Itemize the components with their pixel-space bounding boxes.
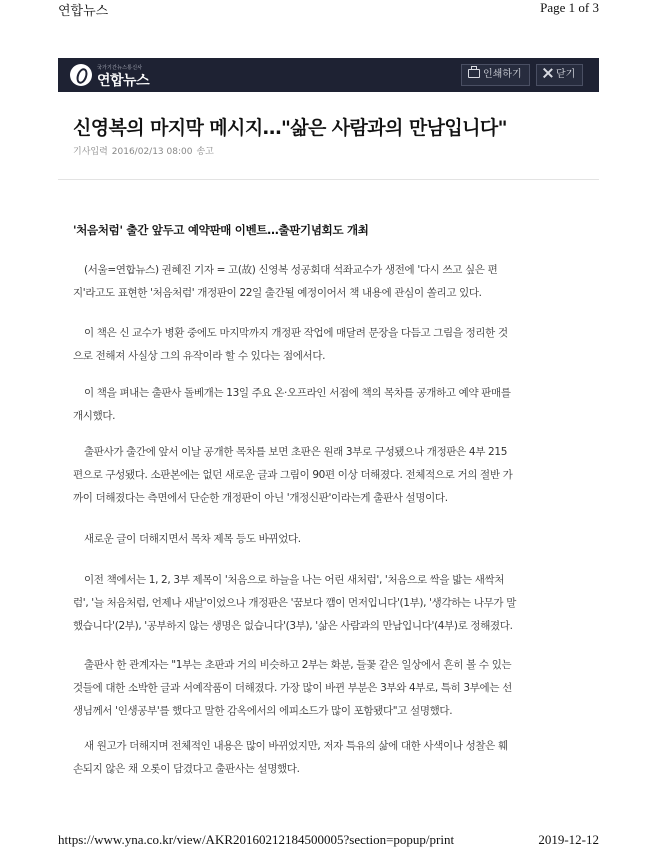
paragraph-line: 럼', '늘 처음처럼, 언제나 새날'이었으나 개정판은 '꿈보다 깸이 먼저입니다'(1부), '생각하는 나무가 말	[73, 597, 517, 609]
print-footer-date: 2019-12-12	[538, 832, 599, 847]
paragraph-line: 이 책을 펴내는 출판사 돌베개는 13일 주요 온·오프라인 서점에 책의 목차를 공개하고 예약 판매를	[84, 387, 511, 399]
print-header-site: 연합뉴스	[58, 3, 109, 18]
paragraph-line: 생님께서 '인생공부'를 했다고 말한 감옥에서의 에피소드가 많이 포함됐다"고 설명했다.	[73, 705, 453, 717]
print-footer	[0, 832, 657, 850]
article-paragraph	[73, 528, 585, 551]
paragraph-line: 까이 더해졌다는 측면에서 단순한 개정판이 아닌 '개정신판'이라는게 출판사 설명이다.	[73, 492, 448, 504]
yonhap-logo-icon	[70, 64, 92, 86]
printer-icon	[468, 69, 480, 78]
dateline-value: 2016/02/13 08:00	[111, 147, 193, 157]
close-icon	[543, 68, 553, 78]
article-paragraph	[73, 322, 585, 368]
paragraph-line: 것들에 대한 소박한 글과 서예작품이 더해졌다. 가장 많이 바뀐 부분은 3부와 4부로, 특히 3부에는 선	[73, 682, 512, 694]
print-footer-url: https://www.yna.co.kr/view/AKR20160212184500005?section=popup/print	[58, 832, 455, 847]
paragraph-line: (서울=연합뉴스) 권혜진 기자 = 고(故) 신영복 성공회대 석좌교수가 생전에 '다시 쓰고 싶은 편	[84, 264, 498, 276]
paragraph-line: 출판사가 출간에 앞서 이날 공개한 목차를 보면 초판은 원래 3부로 구성됐으나 개정판은 4부 215	[84, 446, 508, 458]
article-paragraph	[73, 735, 585, 781]
print-button[interactable]	[461, 64, 530, 86]
article-paragraph	[73, 654, 585, 723]
article-headline: 신영복의 마지막 메시지…"삶은 사람과의 만남입니다"	[73, 117, 507, 139]
article-paragraph	[73, 569, 585, 638]
paragraph-line: 이 책은 신 교수가 병환 중에도 마지막까지 개정판 작업에 매달려 문장을 다듬고 그림을 정리한 것	[84, 327, 508, 339]
paragraph-line: 새로운 글이 더해지면서 목차 제목 등도 바뀌었다.	[84, 533, 301, 545]
close-button[interactable]	[536, 64, 583, 86]
article-paragraph	[73, 259, 585, 305]
paragraph-line: 지'라고도 표현한 '처음처럼' 개정판이 22일 출간될 예정이어서 책 내용에 관심이 쏠리고 있다.	[73, 287, 482, 299]
article-paragraph	[73, 382, 585, 428]
top-bar	[58, 58, 599, 92]
paragraph-line: 새 원고가 더해지며 전체적인 내용은 많이 바뀌었지만, 저자 특유의 삶에 대한 사색이나 성찰은 훼	[84, 740, 508, 752]
paragraph-line: 으로 전해져 사실상 그의 유작이라 할 수 있다는 점에서다.	[73, 350, 326, 362]
article-dateline	[73, 144, 218, 157]
header-divider	[58, 179, 599, 180]
print-header	[0, 0, 657, 20]
paragraph-line: 개시했다.	[73, 410, 116, 422]
paragraph-line: 출판사 한 관계자는 "1부는 초판과 거의 비슷하고 2부는 화분, 들꽃 같은 일상에서 흔히 볼 수 있는	[84, 659, 512, 671]
article-subhead: '처음처럼' 출간 앞두고 예약판매 이벤트…출판기념회도 개최	[73, 223, 369, 237]
close-button-label: 닫기	[556, 69, 576, 80]
article-paragraph	[73, 441, 585, 510]
logo-name: 연합뉴스	[97, 73, 150, 89]
paragraph-line: 손되지 않은 채 오롯이 담겼다고 출판사는 설명했다.	[73, 763, 300, 775]
paragraph-line: 했습니다'(2부), '공부하지 않는 생명은 없습니다'(3부), '삶은 사람과의 만남입니다'(4부)로 정해졌다.	[73, 620, 513, 632]
print-button-label: 인쇄하기	[483, 69, 522, 80]
logo-tagline: 국가기간뉴스통신사	[97, 65, 143, 71]
print-header-page-number: Page 1 of 3	[540, 0, 599, 15]
paragraph-line: 편으로 구성됐다. 소판본에는 없던 새로운 글과 그림이 90편 이상 더해졌다. 전체적으로 거의 절반 가	[73, 469, 513, 481]
paragraph-line: 이전 책에서는 1, 2, 3부 제목이 '처음으로 하늘을 나는 어린 새처럼', '처음으로 싹을 밟는 새싹처	[84, 574, 505, 586]
dateline-label: 기사입력	[73, 147, 108, 157]
dateline-action: 송고	[196, 147, 214, 157]
